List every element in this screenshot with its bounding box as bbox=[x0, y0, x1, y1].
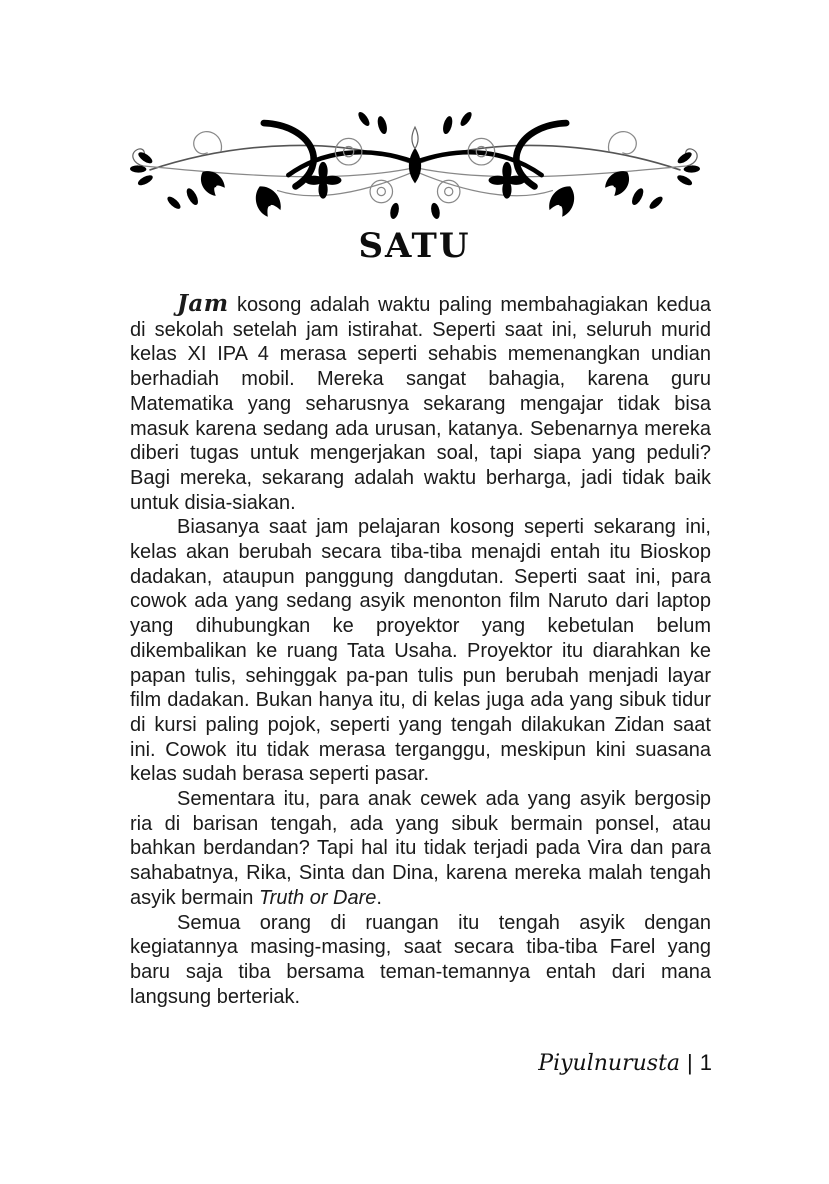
floral-flourish-icon bbox=[129, 110, 701, 226]
page-number: 1 bbox=[699, 1050, 712, 1075]
italic-phrase: Truth or Dare bbox=[258, 886, 377, 909]
page-footer bbox=[538, 1050, 712, 1076]
paragraph-3 bbox=[130, 787, 711, 911]
paragraph-3-text: Sementara itu, para anak cewek ada yang asyik bergosip ria di barisan tengah, ada yang sibuk bermain ponsel, atau bahkan berdandan? Tapi hal itu tidak terjadi pada Vira dan para sahabatnya, Rika, Sinta dan Dina, karena mereka malah tengah asyik bermain bbox=[130, 788, 711, 909]
paragraph-3-period: . bbox=[376, 886, 382, 909]
body-text bbox=[130, 292, 711, 1009]
paragraph-4: Semua orang di ruangan itu tengah asyik dengan kegiatannya masing-masing, saat secara tiba-tiba Farel yang baru saja tiba bersama teman-temannya entah dari mana langsung berteriak. bbox=[130, 911, 711, 1008]
chapter-title: SATU bbox=[358, 226, 471, 266]
paragraph-1 bbox=[130, 292, 711, 515]
lead-word: Jam bbox=[177, 290, 229, 317]
paragraph-1-text: kosong adalah waktu paling membahagiakan kedua di sekolah setelah jam istirahat. Seperti saat ini, seluruh murid kelas XI IPA 4 merasa seperti sehabis memenangkan undian berhadiah mobil. Mereka sangat bahagia, karena guru Matematika yang seharusnya sekarang mengajar tidak bisa masuk karena sedang ada urusan, katanya. Sebenarnya mereka diberi tugas untuk mengerjakan soal, tapi siapa yang peduli? Bagi mereka, sekarang adalah waktu berharga, jadi tidak baik untuk disia-siakan. bbox=[130, 294, 711, 514]
paragraph-2: Biasanya saat jam pelajaran kosong seperti sekarang ini, kelas akan berubah secara tiba-tiba menajdi entah itu Bioskop dadakan, ataupun panggung dangdutan. Seperti saat ini, para cowok ada yang sedang asyik menonton film Naruto dari laptop yang dihubungkan ke proyektor yang kebetulan belum dikembalikan ke ruang Tata Usaha. Proyektor itu diarahkan ke papan tulis, sehinggak pa-pan tulis pun berubah menjadi layar film dadakan. Bukan hanya itu, di kelas juga ada yang sibuk tidur di kursi paling pojok, seperti yang tengah dilakukan Zidan saat ini. Cowok itu tidak merasa terganggu, meskipun kini suasana kelas sudah berasa seperti pasar. bbox=[130, 516, 711, 786]
author-name: Piyulnurusta bbox=[538, 1051, 681, 1076]
footer-separator: | bbox=[687, 1050, 693, 1075]
